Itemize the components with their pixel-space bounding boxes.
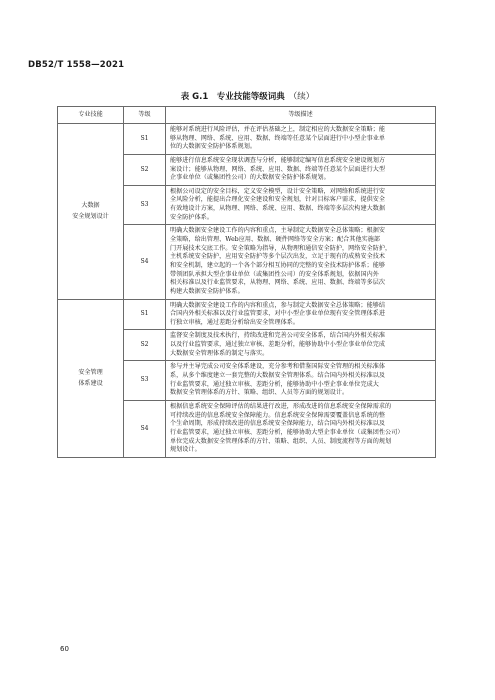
header-skill: 专业技能 xyxy=(58,107,124,124)
level-cell: S2 xyxy=(124,154,166,185)
skill-name-cell xyxy=(58,124,124,300)
description-line: 个生命周期，形成持续改进的信息系统安全保障能力，结合国内外相关标准以及 xyxy=(170,420,386,428)
description-line: 门开展技术交底工作。安全策略为指导，从物理和通信安全防护，网络安全防护， xyxy=(170,244,392,252)
description-line: 大数据安全管理体系的制定与落实。 xyxy=(170,349,269,357)
description-line: 行业监管要求，通过独立审核、差距分析，能够协助大型企事业单位（或集团性公司） xyxy=(170,428,404,436)
level-cell: S4 xyxy=(124,400,166,457)
header-level: 等级 xyxy=(124,107,166,124)
level-description-cell xyxy=(166,361,436,401)
level-cell: S1 xyxy=(124,299,166,330)
level-description-cell xyxy=(166,225,436,299)
skill-name-line: 安全管理 xyxy=(78,368,103,376)
description-line: 企事业单位（或集团性公司）的大数据安全防护体系规划。 xyxy=(170,174,330,182)
description-line: 和安全机制，建立起的一个各个部分相互协同的完整的安全技术防护体系；能够 xyxy=(170,261,386,269)
level-cell: S4 xyxy=(124,225,166,299)
description-line: 全风险分析，能提出合理化安全建设和安全规划，针对目标客户需求，提供安全 xyxy=(170,196,386,204)
level-description-cell xyxy=(166,330,436,361)
table-row xyxy=(58,124,436,155)
level-description-cell xyxy=(166,185,436,225)
level-description-cell xyxy=(166,154,436,185)
table-row xyxy=(58,299,436,330)
table-continued-mark: （续） xyxy=(288,92,315,102)
description-line: 以及行业监管要求，通过独立审核、差距分析，能够协助中小型企事业单位完成 xyxy=(170,341,386,349)
description-line: 合国内外相关标准以及行业监管要求，对中小型企事业单位现有安全管理体系进 xyxy=(170,310,386,318)
skill-name-line: 安全规划设计 xyxy=(72,213,109,221)
description-line: 根据公司设定的安全目标，定义安全模型，设计安全策略，对网络和系统进行安 xyxy=(170,187,386,195)
skill-name-line: 体系建设 xyxy=(78,380,103,388)
description-line: 监督安全制度及技术执行，持续改进和完善公司安全体系，结合国内外相关标准 xyxy=(170,332,386,340)
description-line: 行独立审核，通过差距分析给出安全管理体系。 xyxy=(170,318,300,326)
description-line: 根据信息系统安全保障评估的结果进行改进，形成改进的信息系统安全保障需求的 xyxy=(170,402,392,410)
description-line: 规划设计。 xyxy=(170,446,201,454)
page-number: 60 xyxy=(60,645,69,653)
description-line: 主机系统安全防护，应用安全防护等多个层次出发，立足于现有的成熟安全技术 xyxy=(170,253,386,261)
description-line: 有效地设计方案，从物理、网络、系统、应用、数据、终端等多层次构建大数据 xyxy=(170,205,386,213)
description-line: 全策略，给出管理、Web应用、数据、硬件网络等安全方案；配合其他实施部 xyxy=(170,236,381,244)
level-description-cell xyxy=(166,124,436,155)
level-cell: S3 xyxy=(124,185,166,225)
header-description: 等级描述 xyxy=(166,107,436,124)
description-line: 单位完成大数据安全管理体系的方针、策略、组织、人员、制度流程等方面的规划 xyxy=(170,437,392,445)
description-line: 带领团队承担大型企事业单位（或集团性公司）的安全体系规划，依据国内外 xyxy=(170,270,379,278)
level-cell: S3 xyxy=(124,361,166,401)
skill-name-line: 大数据 xyxy=(81,201,100,209)
description-line: 系，从多个维度建立一套完整的大数据安全管理体系。结合国内外相关标准以及 xyxy=(170,372,386,380)
description-line: 案设计；能够从物理、网络、系统、应用、数据、终端等任意某个层面进行大型 xyxy=(170,165,386,173)
description-line: 参与并主导完成公司安全体系建设，充分参考和借鉴国际安全管理的相关标准体 xyxy=(170,363,386,371)
description-line: 可持续改进的信息系统安全保障能力。信息系统安全保障需要覆盖信息系统的整 xyxy=(170,411,386,419)
level-description-cell xyxy=(166,400,436,457)
table-header-row xyxy=(58,107,436,124)
skill-level-table xyxy=(57,106,436,458)
table-body xyxy=(58,124,436,458)
level-cell: S1 xyxy=(124,124,166,155)
table-title: 表 G.1 专业技能等级词典 xyxy=(180,92,285,102)
description-line: 明确大数据安全建设工作的内容和重点，参与制定大数据安全总体策略；能够结 xyxy=(170,301,386,309)
level-cell: S2 xyxy=(124,330,166,361)
description-line: 能够进行信息系统安全现状调查与分析，能够制定编写信息系统安全建设规划方 xyxy=(170,156,386,164)
description-line: 构建大数据安全防护体系。 xyxy=(170,287,244,295)
level-description-cell xyxy=(166,299,436,330)
description-line: 够从物理、网络、系统、应用、数据、终端等任意某个层面进行中小型企事业单 xyxy=(170,134,386,142)
description-line: 数据安全管理体系的方针、策略、组织、人员等方面的规划设计。 xyxy=(170,389,349,397)
description-line: 行业监管要求，通过独立审核、差距分析，能够协助中小型企事业单位完成大 xyxy=(170,380,379,388)
table-caption xyxy=(0,90,495,102)
description-line: 相关标准以及行业监管要求，从物理、网络、系统、应用、数据、终端等多层次 xyxy=(170,279,386,287)
description-line: 安全防护体系。 xyxy=(170,213,214,221)
description-line: 位的大数据安全防护体系规划。 xyxy=(170,143,257,151)
description-line: 能够对系统进行风险评估，并在评估基础之上，制定相应的大数据安全策略；能 xyxy=(170,126,386,133)
skill-name-cell xyxy=(58,299,124,457)
document-code: DB52/T 1558—2021 xyxy=(28,60,125,70)
description-line: 明确大数据安全建设工作的内容和重点，主导制定大数据安全总体策略；根据安 xyxy=(170,227,386,235)
